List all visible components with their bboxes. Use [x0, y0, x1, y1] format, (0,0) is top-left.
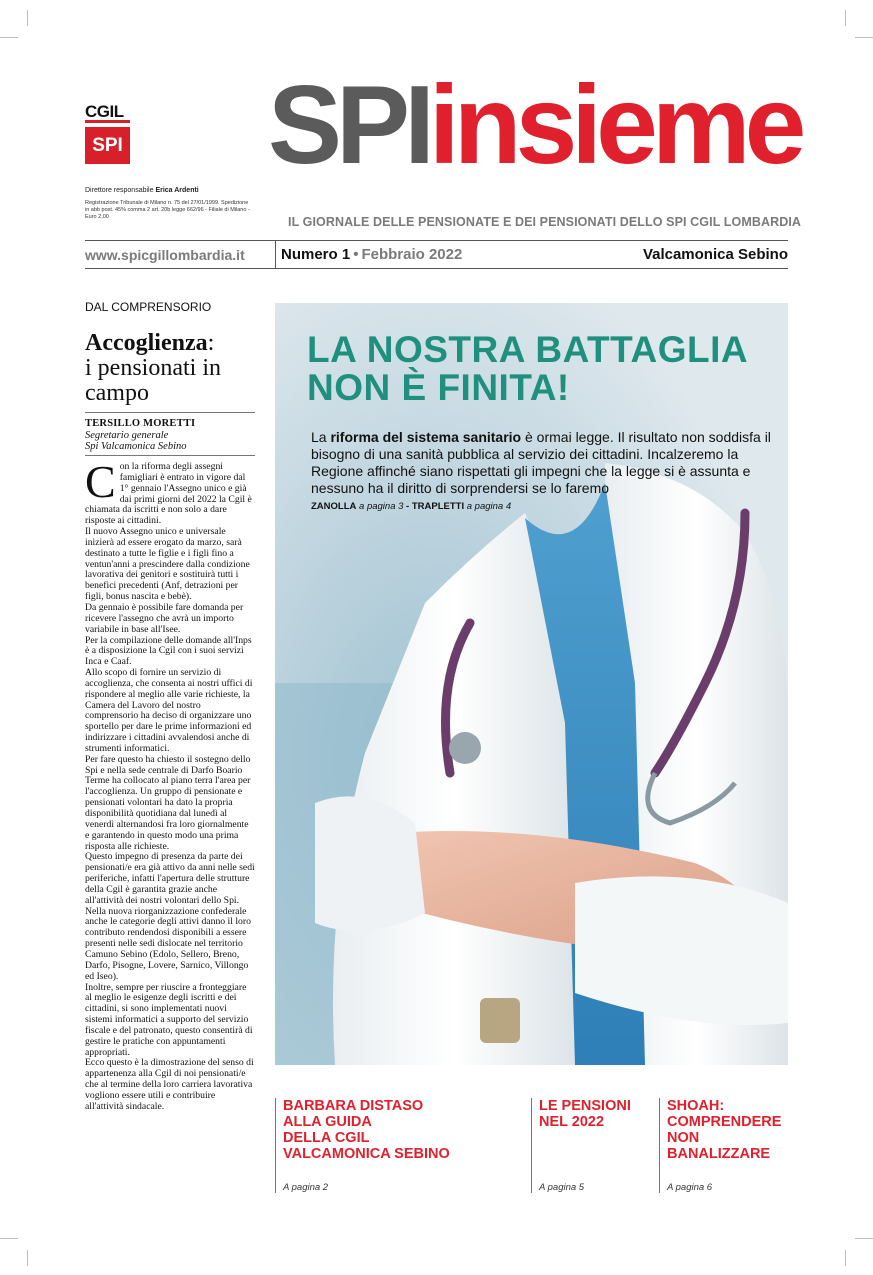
- crop-mark: [855, 1238, 873, 1239]
- hero-sub-pre: La: [311, 429, 331, 445]
- author-role: Segretario generale: [85, 429, 169, 441]
- dropcap: C: [85, 456, 116, 507]
- crop-mark: [27, 10, 28, 26]
- article-paragraph: Allo scopo di fornire un servizio di accoglienza, che consenta ai nostri uffici di rispondere al meglio alle varie richieste, la Camera del Lavoro del nostro comprensorio ha deciso di organizzare uno sportello per dare le prime informazioni ed indirizzare i cittadini avvalendosi anche di strumenti informatici.: [85, 667, 253, 754]
- article-paragraph: on la riforma degli assegni famigliari è entrato in vigore dal 1° gennaio l'Assegno unico e già dai primi giorni del 2022 la Cgil è chiamata da iscritti e non solo a dare risposte ai cittadini.: [85, 461, 252, 527]
- tagline: IL GIORNALE DELLE PENSIONATE E DEI PENSIONATI DELLO SPI CGIL LOMBARDIA: [288, 215, 802, 229]
- header-rule-bottom: [85, 268, 788, 269]
- teaser-divider: [531, 1098, 532, 1193]
- crop-mark: [27, 1250, 28, 1266]
- article-headline: [85, 332, 260, 407]
- issue-number: Numero 1: [281, 246, 351, 263]
- teaser-distaso[interactable]: [283, 1098, 523, 1193]
- teaser-shoah[interactable]: [667, 1098, 788, 1193]
- teaser-title-line: BARBARA DISTASO: [283, 1098, 424, 1114]
- issue-date: Febbraio 2022: [361, 246, 463, 263]
- header-rule-top: [85, 240, 788, 241]
- article-paragraph: Per fare questo ha chiesto il sostegno dello Spi e nella sede centrale di Darfo Boario Terme ha collocato al piano terra l'area per l'accoglienza. Un gruppo di pensionate e pensionati volontari ha dato la propria disponibilità quotidiana dal lunedì al venerdì alternandosi fra loro giornalmente e garantendo in questo modo una prima risposta alle richieste.: [85, 753, 251, 852]
- registration-info: Registrazione Tribunale di Milano n. 75 del 27/01/1999. Spedizione in abb post. 45% comma 2 art. 20b legge 662/96 - Filiale di Milano - Euro 2,00: [85, 200, 250, 220]
- section-label: DAL COMPRENSORIO: [85, 300, 212, 314]
- masthead-insieme: insieme: [428, 63, 801, 187]
- ref-separator: -: [406, 501, 410, 512]
- stethoscope-chestpiece: [449, 732, 481, 764]
- teaser-title-line: LE PENSIONI: [539, 1098, 631, 1114]
- headline-rest: i pensionati in campo: [85, 355, 221, 406]
- teaser-title-line: NEL 2022: [539, 1114, 605, 1130]
- headline-colon: :: [207, 330, 215, 356]
- teaser-title-line: COMPRENDERE: [667, 1114, 782, 1130]
- crop-mark: [845, 10, 846, 26]
- article-paragraph: Questo impegno di presenza da parte dei pensionati/e era già attivo da anni nelle sedi periferiche, infatti l'apertura delle strutture della Cgil è garantita grazie anche all'attività dei nostri volontari dello Spi.: [85, 851, 255, 906]
- watch: [480, 998, 520, 1043]
- crop-mark: [845, 1250, 846, 1266]
- teaser-title-line: SHOAH:: [667, 1098, 725, 1114]
- cgil-spi-logo: [85, 103, 131, 164]
- byline: [85, 418, 255, 453]
- article-body: [85, 456, 255, 1113]
- ref1-page: a pagina 3: [359, 501, 404, 512]
- author-name: TERSILLO MORETTI: [85, 418, 196, 429]
- byline-rule-top: [85, 412, 255, 413]
- director-line: [85, 187, 199, 194]
- headline-bold: Accoglienza: [85, 330, 208, 356]
- article-paragraph: Da gennaio è possibile fare domanda per ricevere l'assegno che avrà un importo variabile in base all'Isee.: [85, 601, 244, 635]
- ref1-name: ZANOLLA: [311, 501, 357, 512]
- teaser-title-line: ALLA GUIDA: [283, 1114, 372, 1130]
- hero-subtitle: [311, 429, 781, 497]
- teaser-divider: [275, 1098, 276, 1193]
- teaser-page-ref: A pagina 2: [283, 1182, 329, 1193]
- teaser-title: [539, 1098, 657, 1130]
- masthead: [268, 60, 800, 190]
- teaser-title: [283, 1098, 523, 1162]
- director-name: Erica Ardenti: [155, 187, 199, 194]
- crop-mark: [855, 37, 873, 38]
- article-paragraph: Ecco questo è la dimostrazione del senso di appartenenza alla Cgil di noi pensionati/e che al termine della loro carriera lavorativa vogliono essere utili e contribuire all'attività sindacale.: [85, 1057, 254, 1112]
- hero-photo: [275, 303, 788, 1065]
- doctor-illustration: [275, 303, 788, 1065]
- issue-separator: •: [353, 246, 359, 263]
- author-org: Spi Valcamonica Sebino: [85, 441, 187, 452]
- teaser-title-line: DELLA CGIL: [283, 1130, 370, 1146]
- logo-spi-text: SPI: [85, 123, 130, 164]
- crop-mark: [0, 37, 18, 38]
- ref2-name: TRAPLETTI: [411, 501, 465, 512]
- crop-mark: [0, 1238, 18, 1239]
- teaser-title: [667, 1098, 788, 1162]
- article-paragraph: Inoltre, sempre per riuscire a fronteggiare al meglio le esigenze degli iscritti e dei cittadini, si sono implementati nuovi sistemi informatici a supporto del servizio fiscale e del patronato, questo consentirà di gestire le pratiche con appuntamenti appropriati.: [85, 981, 253, 1058]
- teaser-title-line: BANALIZZARE: [667, 1146, 771, 1162]
- teaser-page-ref: A pagina 5: [539, 1182, 585, 1193]
- director-label: Direttore responsabile: [85, 187, 154, 194]
- teaser-divider: [659, 1098, 660, 1193]
- article-paragraph: Il nuovo Assegno unico e universale inizierà ad essere erogato da marzo, sarà destinato a tutte le figlie e i figli fino a ventun'anni a prescindere dalla condizione lavorativa dei genitori e sostituirà tutti i benefici precedenti (Anf, detrazioni per figli, bonus nascita e bebè).: [85, 526, 250, 603]
- hero-title: [307, 331, 748, 407]
- hero-title-line2: NON È FINITA!: [307, 367, 570, 408]
- hero-sub-bold: riforma del sistema sanitario: [330, 429, 522, 445]
- teaser-page-ref: A pagina 6: [667, 1182, 713, 1193]
- hero-sub-post: è ormai legge. Il risultato non soddisfa il bisogno di una sanità pubblica al servizio dei cittadini. Incalzeremo la Regione affinché siano rispettati gli impegni che la legge si è assunta e nessuno ha il diritto di sorprendersi se lo faremo: [311, 429, 771, 496]
- masthead-spi: SPI: [268, 63, 429, 187]
- article-paragraph: Per la compilazione delle domande all'Inps è a disposizione la Cgil con i suoi servizi Inca e Caaf.: [85, 634, 252, 668]
- teaser-title-line: NON: [667, 1130, 700, 1146]
- article-paragraph: Nella nuova riorganizzazione confederale anche le categorie degli attivi danno il loro contributo rendendosi disponibili a essere presenti nelle sedi dislocate nel territorio Camuno Sebino (Edolo, Sellero, Breno, Darfo, Pisogne, Lovere, Sarnico, Villongo ed Iseo).: [85, 905, 251, 982]
- edition-name: Valcamonica Sebino: [642, 246, 788, 263]
- ref2-page: a pagina 4: [466, 501, 512, 512]
- hero-title-line1: LA NOSTRA BATTAGLIA: [307, 329, 749, 370]
- website-link[interactable]: www.spicgillombardia.it: [85, 247, 245, 263]
- sleeve-top: [575, 876, 788, 1025]
- logo-cgil-text: CGIL: [85, 102, 124, 121]
- teaser-pensioni[interactable]: [539, 1098, 657, 1193]
- hero-references: [311, 501, 511, 512]
- teaser-title-line: VALCAMONICA SEBINO: [283, 1146, 450, 1162]
- issue-info: [281, 246, 462, 263]
- header-rule-divider: [275, 240, 276, 269]
